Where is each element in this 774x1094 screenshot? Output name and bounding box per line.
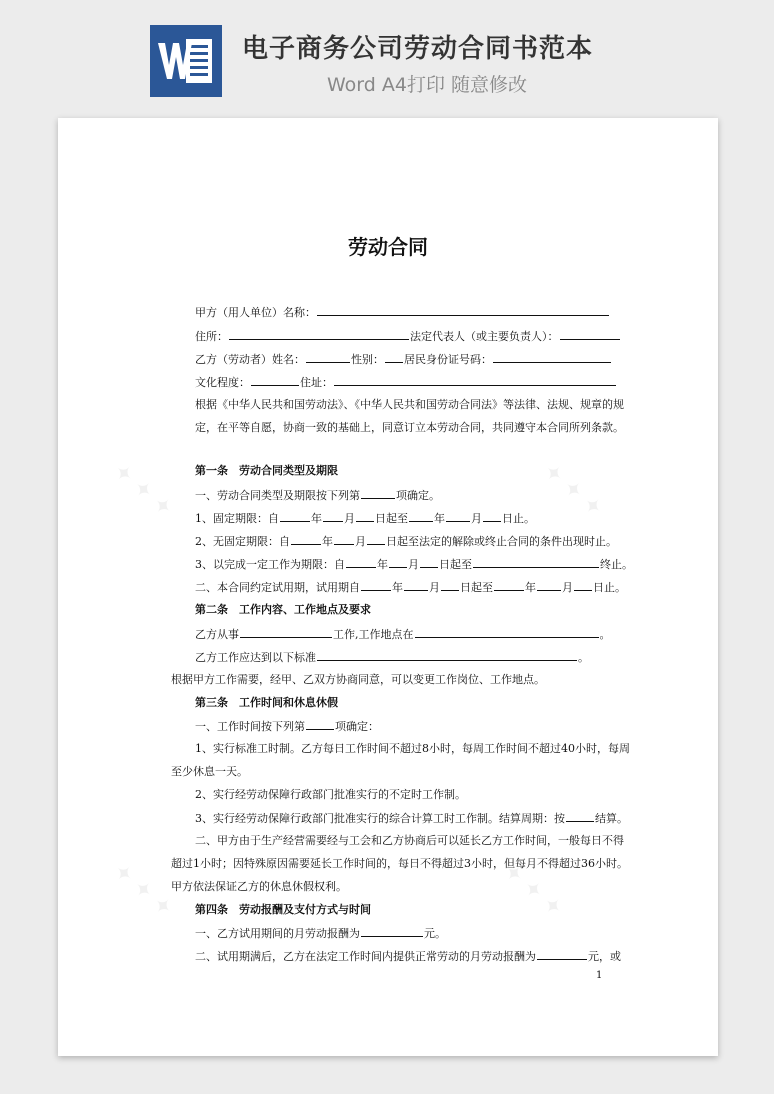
article-3-title: 第三条 工作时间和休息休假 — [195, 696, 338, 709]
clause-text: 元。 — [424, 927, 446, 940]
blank-field[interactable] — [385, 352, 403, 363]
article-2-standard — [195, 650, 589, 665]
party-a-line — [195, 305, 610, 320]
blank-field[interactable] — [229, 329, 409, 340]
clause-text: 终止。 — [600, 558, 633, 571]
article-1-task-term — [195, 557, 633, 572]
clause-text: 日止。 — [502, 512, 535, 525]
blank-field[interactable] — [446, 511, 470, 522]
blank-field[interactable] — [317, 650, 577, 661]
month-text: 月 — [429, 581, 440, 594]
education-label: 文化程度： — [195, 376, 250, 389]
article-3-overtime: 超过1小时；因特殊原因需要延长工作时间的，每日不得超过3小时，但每月不得超过36小时。 — [171, 857, 628, 870]
page-subtitle: Word A4打印 随意修改 — [327, 74, 528, 96]
article-2-title: 第二条 工作内容、工作地点及要求 — [195, 603, 371, 616]
article-4-trial-pay — [195, 926, 446, 941]
blank-field[interactable] — [404, 580, 428, 591]
clause-text: 元，或 — [588, 950, 621, 963]
year-text: 年 — [322, 535, 333, 548]
blank-field[interactable] — [494, 580, 524, 591]
clause-text: 3、以完成一定工作为期限：自 — [195, 558, 345, 571]
party-b-line — [195, 352, 612, 367]
blank-field[interactable] — [251, 375, 299, 386]
blank-field[interactable] — [420, 557, 438, 568]
blank-field[interactable] — [361, 926, 423, 937]
page-number: 1 — [596, 970, 603, 981]
year-text: 年 — [311, 512, 322, 525]
blank-field[interactable] — [291, 534, 321, 545]
preamble-line: 根据《中华人民共和国劳动法》、《中华人民共和国劳动合同法》等法律、法规、规章的规 — [195, 398, 624, 411]
blank-field[interactable] — [560, 329, 620, 340]
clause-text: 结算。 — [595, 812, 628, 825]
clause-text: 乙方工作应达到以下标准 — [195, 651, 316, 664]
article-4-title: 第四条 劳动报酬及支付方式与时间 — [195, 903, 371, 916]
blank-field[interactable] — [537, 580, 561, 591]
clause-text: 一、劳动合同类型及期限按下列第 — [195, 489, 360, 502]
clause-text: 。 — [599, 628, 611, 641]
watermark: ✦ ✦ ✦ — [108, 858, 178, 923]
blank-field[interactable] — [280, 511, 310, 522]
clause-text: 二、本合同约定试用期，试用期自 — [195, 581, 360, 594]
clause-text: 日起至 — [460, 581, 493, 594]
article-2-job — [195, 627, 611, 642]
blank-field[interactable] — [361, 488, 395, 499]
month-text: 月 — [562, 581, 573, 594]
clause-text: 一、乙方试用期间的月劳动报酬为 — [195, 927, 360, 940]
clause-text: 项确定。 — [396, 489, 440, 502]
blank-field[interactable] — [356, 511, 374, 522]
blank-field[interactable] — [361, 580, 391, 591]
watermark: ✦ ✦ ✦ — [538, 458, 608, 523]
blank-field[interactable] — [493, 352, 611, 363]
blank-field[interactable] — [389, 557, 407, 568]
blank-field[interactable] — [306, 352, 350, 363]
clause-text: 。 — [578, 651, 589, 664]
year-text: 年 — [525, 581, 536, 594]
address-label: 住所： — [195, 330, 228, 343]
id-label: 居民身份证号码： — [404, 353, 492, 366]
blank-field[interactable] — [409, 511, 433, 522]
article-3-irregular: 2、实行经劳动保障行政部门批准实行的不定时工作制。 — [195, 788, 466, 801]
document-title: 劳动合同 — [348, 235, 428, 259]
clause-text: 乙方从事 — [195, 628, 239, 641]
blank-field[interactable] — [306, 719, 334, 730]
document-page — [58, 118, 718, 1056]
article-3-standard: 1、实行标准工时制。乙方每日工作时间不超过8小时，每周工作时间不超过40小时，每周 — [195, 742, 630, 755]
clause-text: 日起至法定的解除或终止合同的条件出现时止。 — [386, 535, 617, 548]
clause-text: 日起至 — [375, 512, 408, 525]
clause-text: 日止。 — [593, 581, 626, 594]
blank-field[interactable] — [240, 627, 332, 638]
article-1-trial — [195, 580, 626, 595]
article-4-pay — [195, 949, 621, 964]
header — [0, 0, 774, 112]
article-1-title: 第一条 劳动合同类型及期限 — [195, 464, 338, 477]
legal-rep-label: 法定代表人（或主要负责人）： — [410, 330, 559, 343]
blank-field[interactable] — [415, 627, 599, 638]
article-1-open-term — [195, 534, 617, 549]
word-icon — [150, 25, 222, 97]
article-3-standard: 至少休息一天。 — [171, 765, 248, 778]
preamble-line: 定，在平等自愿，协商一致的基础上，同意订立本劳动合同，共同遵守本合同所列条款。 — [195, 421, 624, 434]
article-1-clause — [195, 488, 440, 503]
article-3-clause — [195, 719, 379, 734]
year-text: 年 — [377, 558, 388, 571]
clause-text: 2、无固定期限：自 — [195, 535, 290, 548]
article-2-change: 根据甲方工作需要，经甲、乙双方协商同意，可以变更工作岗位、工作地点。 — [171, 673, 545, 686]
month-text: 月 — [408, 558, 419, 571]
clause-text: 二、试用期满后，乙方在法定工作时间内提供正常劳动的月劳动报酬为 — [195, 950, 536, 963]
month-text: 月 — [471, 512, 482, 525]
blank-field[interactable] — [473, 557, 599, 568]
party-a-label: 甲方（用人单位）名称： — [195, 306, 316, 319]
blank-field[interactable] — [483, 511, 501, 522]
residence-label: 住址： — [300, 376, 333, 389]
blank-field[interactable] — [334, 375, 616, 386]
blank-field[interactable] — [574, 580, 592, 591]
clause-text: 项确定： — [335, 720, 379, 733]
blank-field[interactable] — [334, 534, 354, 545]
article-3-rest: 甲方依法保证乙方的休息休假权利。 — [171, 880, 347, 893]
clause-text: 1、固定期限：自 — [195, 512, 279, 525]
clause-text: 3、实行经劳动保障行政部门批准实行的综合计算工时工作制。结算周期：按 — [195, 812, 565, 825]
clause-text: 日起至 — [439, 558, 472, 571]
watermark: ✦ ✦ ✦ — [498, 858, 568, 923]
year-text: 年 — [392, 581, 403, 594]
education-line — [195, 375, 617, 390]
gender-label: 性别： — [351, 353, 384, 366]
clause-text: 一、工作时间按下列第 — [195, 720, 305, 733]
clause-text: 工作,工作地点在 — [333, 628, 414, 641]
blank-field[interactable] — [441, 580, 459, 591]
blank-field[interactable] — [537, 949, 587, 960]
watermark: ✦ ✦ ✦ — [108, 458, 178, 523]
party-b-label: 乙方（劳动者）姓名： — [195, 353, 305, 366]
year-text: 年 — [434, 512, 445, 525]
article-1-fixed-term — [195, 511, 535, 526]
article-3-overtime: 二、甲方由于生产经营需要经与工会和乙方协商后可以延长乙方工作时间，一般每日不得 — [195, 834, 624, 847]
article-3-comprehensive — [195, 811, 628, 826]
blank-field[interactable] — [566, 811, 594, 822]
blank-field[interactable] — [317, 305, 609, 316]
blank-field[interactable] — [323, 511, 343, 522]
page-title: 电子商务公司劳动合同书范本 — [242, 34, 594, 64]
blank-field[interactable] — [346, 557, 376, 568]
blank-field[interactable] — [367, 534, 385, 545]
address-line — [195, 329, 621, 344]
month-text: 月 — [344, 512, 355, 525]
month-text: 月 — [355, 535, 366, 548]
